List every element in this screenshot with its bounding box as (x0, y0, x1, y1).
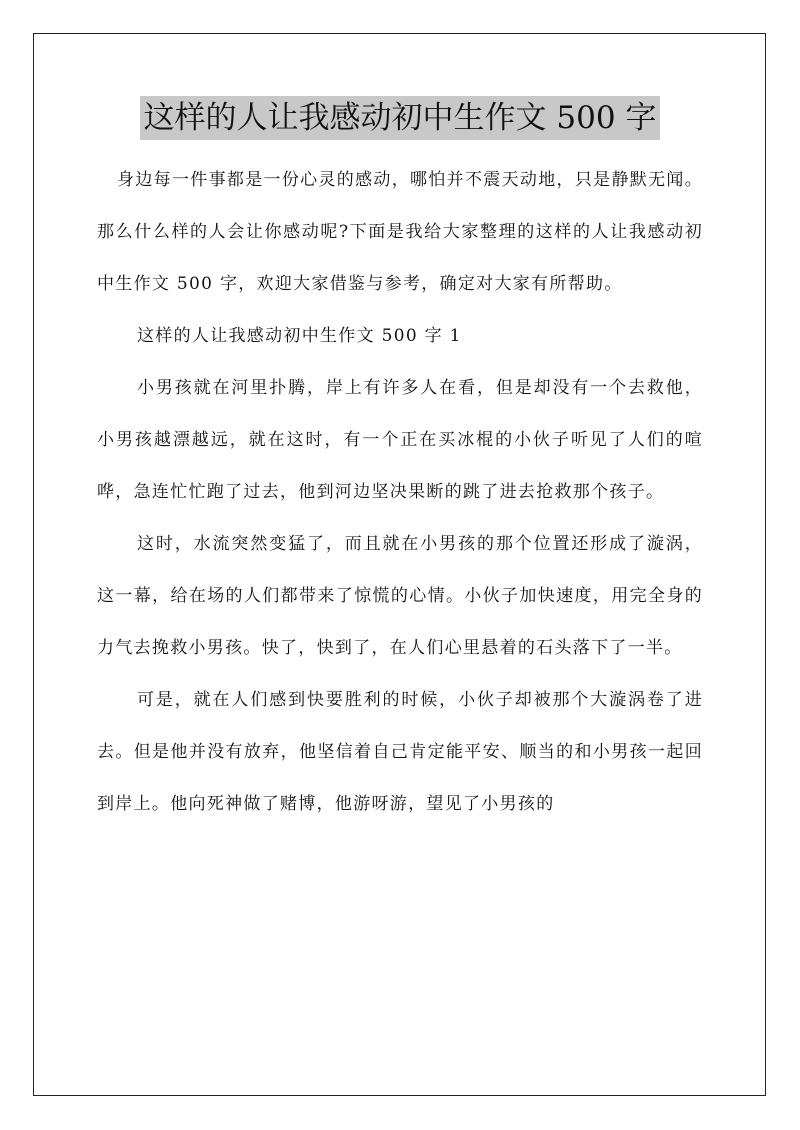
body-paragraph: 这时，水流突然变猛了，而且就在小男孩的那个位置还形成了漩涡，这一幕，给在场的人们都带来了惊慌的心情。小伙子加快速度，用完全身的力气去挽救小男孩。快了，快到了，在人们心里悬着的石头落下了一半。 (97, 534, 703, 658)
intro-paragraph: 身边每一件事都是一份心灵的感动，哪怕并不震天动地，只是静默无闻。那么什么样的人会让你感动呢?下面是我给大家整理的这样的人让我感动初中生作文 500 字，欢迎大家借鉴与参考，确定对大家有所帮助。 (97, 170, 703, 294)
document-title: 这样的人让我感动初中生作文 500 字 (140, 96, 661, 140)
body-paragraph: 小男孩就在河里扑腾，岸上有许多人在看，但是却没有一个去救他，小男孩越漂越远，就在这时，有一个正在买冰棍的小伙子听见了人们的喧哗，急连忙忙跑了过去，他到河边坚决果断的跳了进去抢救那个孩子。 (97, 378, 703, 502)
body-paragraph: 可是，就在人们感到快要胜利的时候，小伙子却被那个大漩涡卷了进去。但是他并没有放弃，他坚信着自己肯定能平安、顺当的和小男孩一起回到岸上。他向死神做了赌博，他游呀游，望见了小男孩的 (97, 690, 703, 814)
document-body (97, 154, 703, 830)
title-container (0, 96, 800, 140)
section-heading: 这样的人让我感动初中生作文 500 字 1 (137, 326, 462, 346)
